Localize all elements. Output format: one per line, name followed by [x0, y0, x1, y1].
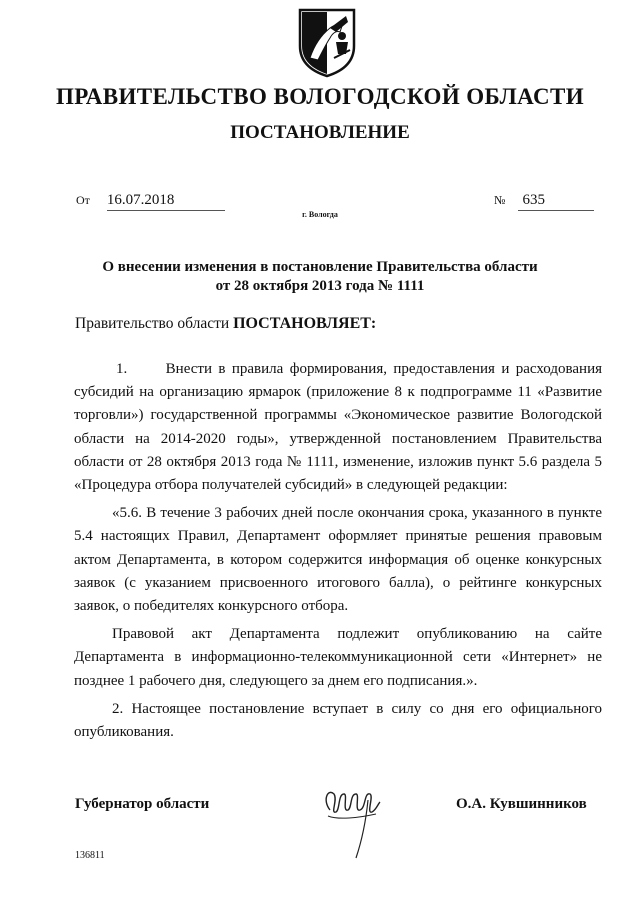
number-prefix: № — [494, 193, 506, 207]
document-subject — [60, 258, 580, 296]
preamble-emphasis: ПОСТАНОВЛЯЕТ: — [233, 315, 377, 332]
subject-line-1: О внесении изменения в постановление Правительства области — [102, 259, 538, 275]
signatory-position: Губернатор области — [75, 796, 210, 812]
handwritten-signature-icon — [318, 780, 388, 860]
subject-line-2: от 28 октября 2013 года № 1111 — [215, 278, 425, 294]
paragraph-2: «5.6. В течение 3 рабочих дней после окончания срока, указанного в пункте 5.4 настоящих Правил, Департамент оформляет принятые решения правовым актом Департамента, в котором содержится информация об оценке конкурсных заявок (с указанием присвоенного итогового балла), о рейтинге конкурсных заявок, о победителях конкурсного отбора. — [74, 505, 602, 615]
document-number — [494, 192, 594, 211]
paragraph-4: 2. Настоящее постановление вступает в силу со дня его официального опубликования. — [74, 700, 602, 741]
registration-number: 136811 — [75, 850, 105, 861]
preamble — [75, 315, 376, 333]
signatory-name: О.А. Кувшинников — [456, 796, 587, 812]
preamble-text: Правительство области — [75, 315, 230, 332]
date-value: 16.07.2018 — [107, 192, 225, 211]
paragraph-3: Правовой акт Департамента подлежит опубликованию на сайте Департамента в информационно-телекоммуникационной сети «Интернет» не позднее 1 рабочего дня, следующего за днем его подписания.». — [74, 626, 602, 689]
city-label: г. Вологда — [302, 210, 338, 219]
number-value: 635 — [518, 192, 594, 211]
document-date — [76, 192, 225, 211]
government-title: ПРАВИТЕЛЬСТВО ВОЛОГОДСКОЙ ОБЛАСТИ — [55, 84, 585, 109]
document-body — [74, 358, 602, 749]
paragraph-1: 1. Внести в правила формирования, предоставления и расходования субсидий на организацию ярмарок (приложение 8 к подпрограмме 11 «Развитие торговли») государственной программы «Экономическое развитие Вологодской области на 2014-2020 годы», утвержденной постановлением Правительства области от 28 октября 2013 года № 1111, изменение, изложив пункт 5.6 раздела 5 «Процедура отбора получателей субсидий» в следующей редакции: — [74, 361, 602, 494]
date-prefix: От — [76, 193, 90, 207]
vologda-coat-of-arms-icon — [296, 6, 358, 78]
document-type: ПОСТАНОВЛЕНИЕ — [230, 122, 410, 143]
